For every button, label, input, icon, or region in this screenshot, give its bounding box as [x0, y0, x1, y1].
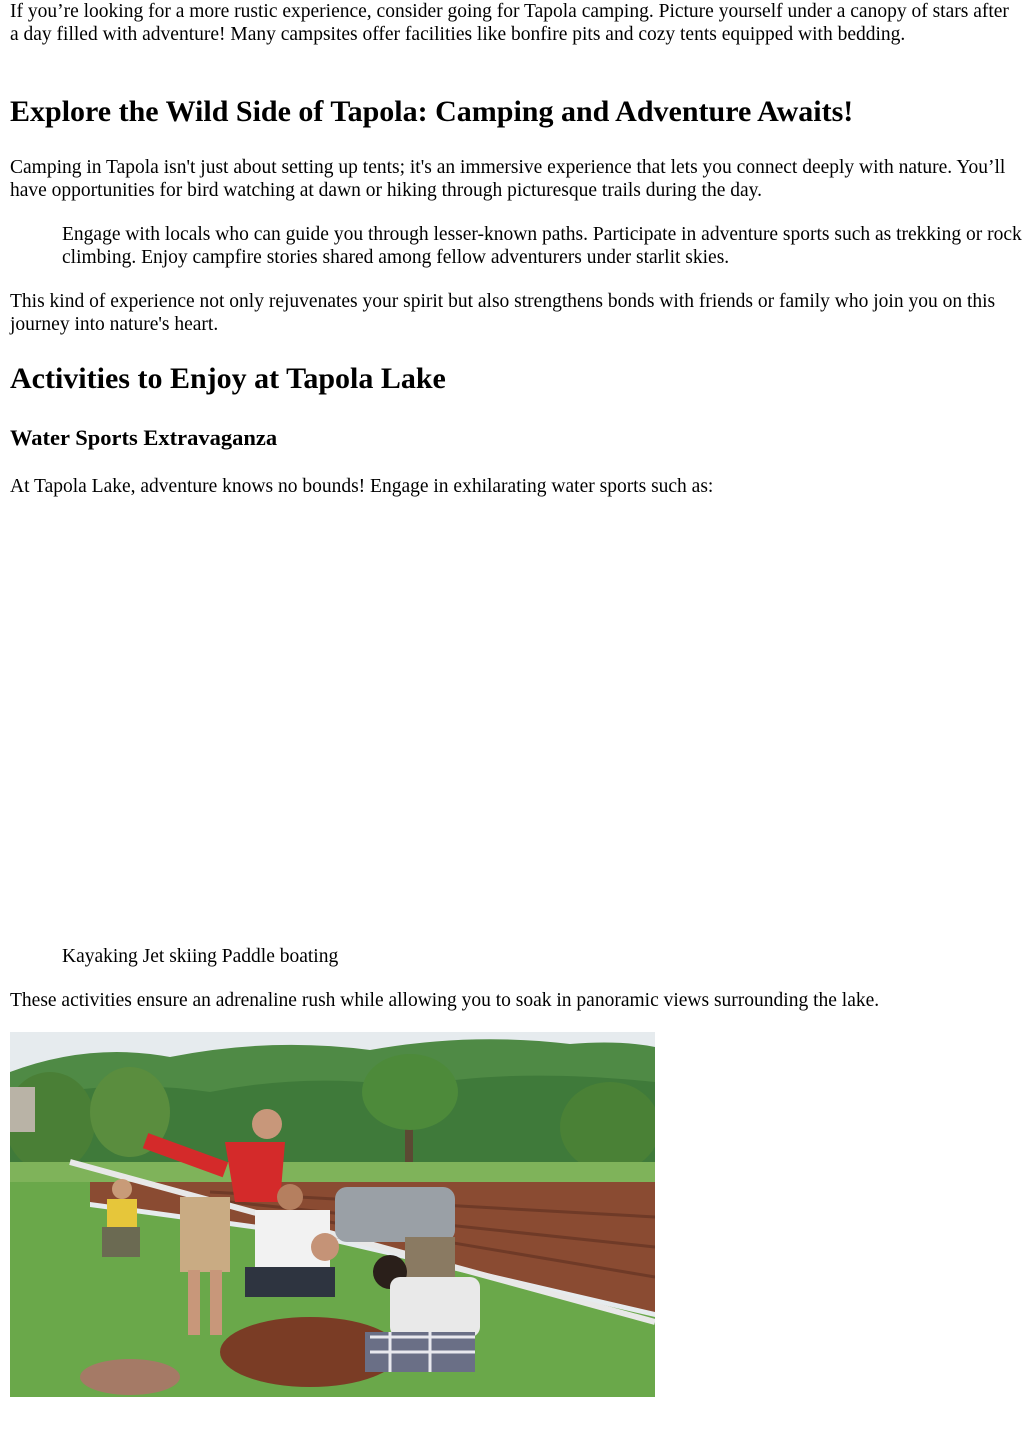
rejuvenate-paragraph: This kind of experience not only rejuvenates your spirit but also strengthens bonds with friends or family who join you on this journey into nature's heart.: [10, 291, 996, 335]
explore-heading: Explore the Wild Side of Tapola: Camping and Adventure Awaits!: [10, 95, 854, 128]
tapola-lake-paragraph: At Tapola Lake, adventure knows no bounds! Engage in exhilarating water sports such as:: [10, 476, 714, 497]
activities-heading: Activities to Enjoy at Tapola Lake: [10, 362, 446, 395]
water-sports-heading: Water Sports Extravaganza: [10, 425, 278, 450]
water-sports-list: Kayaking Jet skiing Paddle boating: [62, 946, 339, 967]
ensure-paragraph: These activities ensure an adrenaline rush while allowing you to soak in panoramic views surrounding the lake.: [10, 990, 880, 1011]
intro-paragraph: If you’re looking for a more rustic experience, consider going for Tapola camping. Picture yourself under a canopy of stars after a day filled with adventure! Many campsites offer facilities like bonfire pits and cozy tents equipped with bedding.: [10, 1, 1009, 45]
group-planting-photo: [10, 1032, 655, 1397]
blockquote-paragraph: Engage with locals who can guide you through lesser-known paths. Participate in adventure sports such as trekking or rock climbing. Enjoy campfire stories shared among fellow adventurers under starlit skies.: [62, 224, 1022, 268]
camping-paragraph: Camping in Tapola isn't just about setting up tents; it's an immersive experience that lets you connect deeply with nature. You’ll have opportunities for bird watching at dawn or hiking through picturesque trails during the day.: [10, 157, 1006, 201]
photo-of-group-planting-sapling-icon: [10, 1032, 655, 1397]
